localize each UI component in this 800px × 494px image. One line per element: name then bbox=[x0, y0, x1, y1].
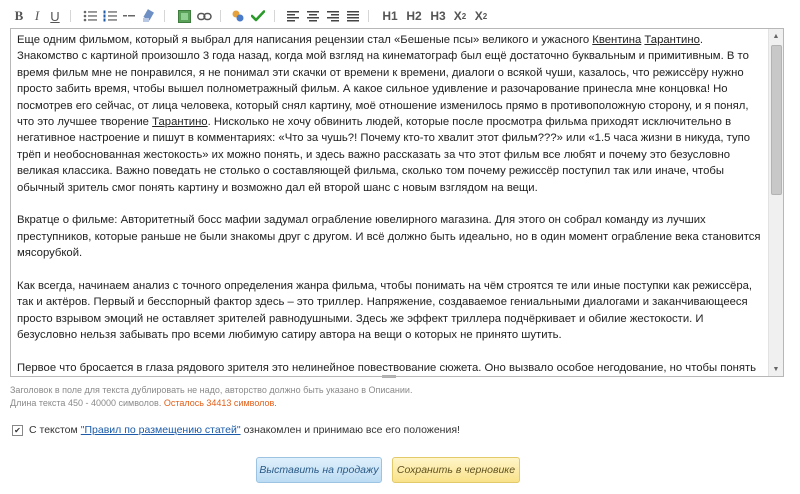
check-icon[interactable] bbox=[250, 7, 266, 25]
agreement-text-before: С текстом bbox=[29, 424, 78, 436]
heading-1-button[interactable]: H1 bbox=[382, 9, 398, 23]
scroll-thumb[interactable] bbox=[771, 45, 782, 195]
subscript-digit: 2 bbox=[482, 11, 488, 21]
chars-remaining: Осталось 34413 символов. bbox=[163, 398, 277, 408]
align-justify-icon[interactable] bbox=[346, 7, 360, 25]
hint-length bbox=[10, 398, 277, 408]
spellcheck-icon[interactable] bbox=[230, 7, 246, 25]
bold-button[interactable]: B bbox=[14, 8, 24, 23]
toolbar-divider bbox=[368, 10, 369, 22]
subscript-button[interactable] bbox=[472, 7, 490, 25]
toolbar-divider bbox=[70, 10, 71, 22]
paragraph bbox=[17, 32, 765, 196]
spellcheck-word: Тарантино bbox=[644, 34, 700, 46]
link-icon[interactable] bbox=[196, 7, 212, 25]
scroll-down-icon[interactable]: ▼ bbox=[772, 365, 780, 373]
scroll-up-icon[interactable]: ▲ bbox=[772, 32, 780, 40]
publish-button[interactable]: Выставить на продажу bbox=[256, 457, 382, 483]
bulleted-list-icon[interactable] bbox=[82, 7, 98, 25]
toolbar-divider bbox=[274, 10, 275, 22]
agreement-text-after: ознакомлен и принимаю все его положения! bbox=[243, 424, 460, 436]
align-center-icon[interactable] bbox=[306, 7, 320, 25]
clear-format-icon[interactable] bbox=[140, 7, 156, 25]
horizontal-rule-icon[interactable] bbox=[122, 7, 136, 25]
hint-title: Заголовок в поле для текста дублировать не надо, авторство должно быть указано в Описании. bbox=[10, 385, 413, 395]
align-left-icon[interactable] bbox=[286, 7, 300, 25]
paragraph: Как всегда, начинаем анализ с точного определения жанра фильма, чтобы понимать на чём строятся те или иные поступки как режиссёра, так и актёров. Первый и бесспорный фактор здесь – это триллер. Напряжение, создаваемое гениальными диалогами и заканчивающееся просто взрывом эмоций не оставляет зрителей равнодушными. Здесь же эффект триллера подчёркивает и обилие жестокости. И безусловно нельзя забывать про всеми любимую сатиру автора на вещи о которых не принято шутить. bbox=[17, 280, 753, 342]
spellcheck-word: Квентина bbox=[592, 34, 642, 46]
superscript-digit: 2 bbox=[461, 11, 467, 21]
save-draft-button[interactable]: Сохранить в черновике bbox=[392, 457, 520, 483]
underline-button[interactable]: U bbox=[50, 8, 60, 24]
toolbar-divider bbox=[220, 10, 221, 22]
agreement-row bbox=[12, 424, 460, 436]
hint-length-text: Длина текста 450 - 40000 символов. bbox=[10, 398, 164, 408]
numbered-list-icon[interactable] bbox=[102, 7, 118, 25]
editor-content[interactable] bbox=[17, 32, 765, 377]
resize-handle[interactable] bbox=[382, 375, 396, 378]
align-right-icon[interactable] bbox=[326, 7, 340, 25]
image-icon[interactable] bbox=[176, 7, 192, 25]
toolbar-divider bbox=[164, 10, 165, 22]
superscript-label: X bbox=[453, 9, 462, 23]
superscript-button[interactable] bbox=[451, 7, 469, 25]
heading-3-button[interactable]: H3 bbox=[430, 9, 446, 23]
heading-2-button[interactable]: H2 bbox=[406, 9, 422, 23]
text-run: Еще одним фильмом, который я выбрал для написания рецензии стал «Бешеные псы» великого и ужасного bbox=[17, 34, 593, 46]
text-editor[interactable] bbox=[10, 28, 784, 377]
text-run: . Нисколько не хочу обвинить людей, которые после просмотра фильма приходят исключительно в негативное настроение и пишут в комментариях: «Что за чушь?! Почему кто-то хвалит этот фильм???» или «1.5 часа жизни в никуда, тупо трёп и необоснованная жестокость» их можно понять, и здесь важно рассказать за что этот фильм все любят и почему это безусловно великая классика. Важно поведать не столько о составляющей фильма, сколько том почему режиссёр поступил так или иначе, чтобы обычный зритель смог понять картину и возможно дал ей второй шанс с новым взглядом на вещи. bbox=[17, 116, 751, 194]
paragraph: Первое что бросается в глаза рядового зрителя это нелинейное повествование сюжета. Оно вызвало особое негодование, но чтобы понять bbox=[17, 362, 757, 375]
editor-scrollbar[interactable] bbox=[768, 29, 783, 376]
paragraph: Вкратце о фильме: Авторитетный босс мафии задумал ограбление ювелирного магазина. Для этого он собрал команду из лучших преступников, которые раньше не были знакомы друг с другом. И всё должно быть идеально, но в один момент ограбление века становится мясорубкой. bbox=[17, 214, 761, 260]
editor-toolbar bbox=[10, 7, 790, 27]
rules-link[interactable]: "Правил по размещению статей" bbox=[80, 424, 241, 436]
agreement-checkbox[interactable]: ✔ bbox=[12, 425, 23, 436]
text-run: . Знакомство с картиной произошло 3 года назад, когда мой взгляд на кинематограф был ещё достаточно буквальным и примитивным. В то время фильм мне не понравился, я не понимал эти скачки от времени к времени, диалоги о всякой чуши, казалось, что режиссёру нужно просто забить время, чтобы вышел полнометражный фильм. А какое сильное удивление и разочарование принесла мне концовка! Но посмотрев его сейчас, от лица человека, который снял картину, моё отношение изменилось прямо в противоположную сторону, и я понял, что это лучшее творение bbox=[17, 34, 749, 129]
spellcheck-word: Тарантино bbox=[152, 116, 208, 129]
subscript-label: X bbox=[474, 9, 483, 23]
italic-button[interactable]: I bbox=[34, 8, 40, 23]
